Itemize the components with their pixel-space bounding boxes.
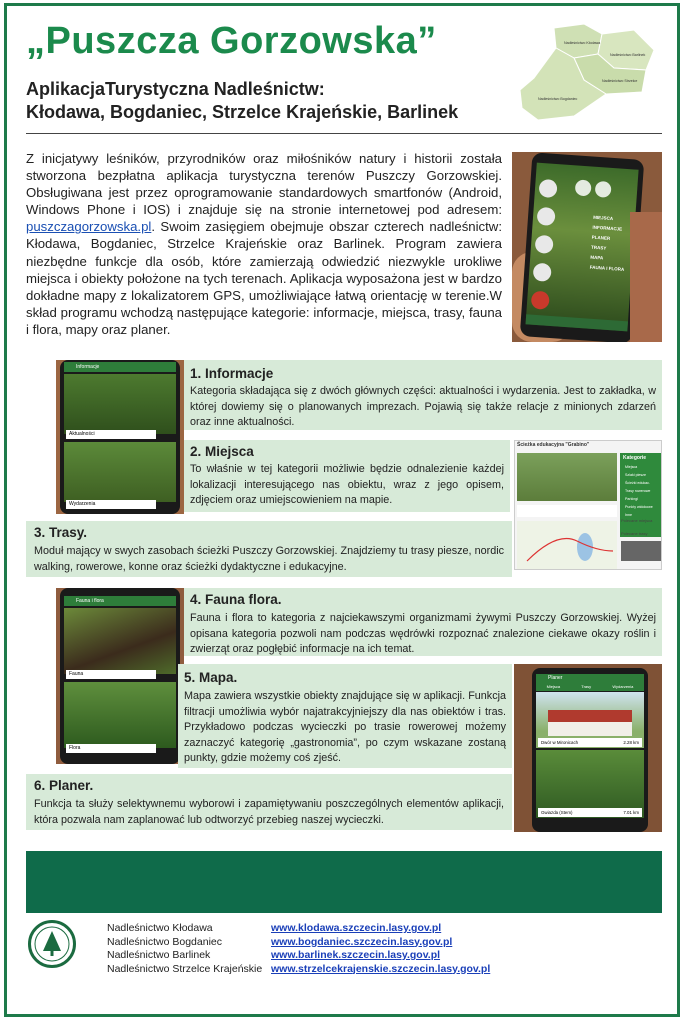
subtitle-line-1: AplikacjaTurystyczna Nadleśnictw: xyxy=(26,79,325,99)
map-label-4: Nadleśnictwo Bogdaniec xyxy=(538,97,578,101)
footer-link[interactable]: www.bogdaniec.szczecin.lasy.gov.pl xyxy=(271,935,453,948)
phone-bottom-bar xyxy=(526,314,628,331)
phone-info xyxy=(60,360,180,514)
place-category-item[interactable]: Miejsca xyxy=(625,465,638,469)
place-caption xyxy=(517,505,617,517)
phone-planer xyxy=(532,668,648,832)
location-icon[interactable] xyxy=(595,181,612,198)
section-text: Mapa zawiera wszystkie obiekty znajdujące się w aplikacji. Funkcja filtracji umożliwia wybór najatrakcyjniejszy dla nas obiektów i tras. Przykładowo podczas wycieczki po trasie rowerowej możemy zaznaczyć kategorię „gastronomia”, po czym wskazane zostaną punkty, gdzie możemy coś zjeść. xyxy=(184,690,506,764)
phone-fauna-image-2 xyxy=(64,682,176,748)
phone-info-header: Informacje xyxy=(64,362,176,372)
hand-right xyxy=(630,212,662,342)
section-title: 3. Trasy. xyxy=(34,525,88,540)
subtitle-line-2: Kłodawa, Bogdaniec, Strzelce Krajeńskie, Barlinek xyxy=(26,102,459,122)
section-fauna-flora xyxy=(184,588,662,656)
photo-main-phone xyxy=(512,152,662,342)
menu-circle-3[interactable] xyxy=(535,235,554,254)
header-rule xyxy=(26,133,662,134)
phone-planer-item-1[interactable] xyxy=(538,738,642,747)
place-category-item[interactable]: Punkty widokowe xyxy=(625,505,653,509)
footer-name: Nadleśnictwo Strzelce Krajeńskie xyxy=(107,962,263,975)
menu-circle-1[interactable] xyxy=(538,179,557,198)
place-category-item[interactable]: Parkingi xyxy=(625,497,638,501)
place-category-item[interactable]: Szlaki piesze xyxy=(625,473,646,477)
phone-fauna-label-2[interactable]: Flora xyxy=(66,744,156,753)
place-recommended-places: Polecane miejsca xyxy=(621,518,653,523)
photo-info-phone xyxy=(56,360,184,514)
place-screenshot xyxy=(514,440,662,570)
section-miejsca xyxy=(184,440,510,512)
section-title: 2. Miejsca xyxy=(190,444,254,459)
footer-name: Nadleśnictwo Bogdaniec xyxy=(107,935,222,948)
footer-names xyxy=(107,922,262,976)
footer-links xyxy=(271,922,490,976)
map-label-1: Nadleśnictwo Kłodawa xyxy=(564,41,601,45)
intro-text-1: Z inicjatywy leśników, przyrodników oraz miłośników natury i historii została stworzona bezpłatna aplikacja turystyczna terenów Puszczy Gorzowskiej. Obsługiwana jest przez oprogramowanie standardowych smartfonów (Android, Windows Phone i IOS) i znajduje się na stronie internetowej pod adresem: xyxy=(26,151,502,218)
section-text: Fauna i flora to kategoria z najciekawszymi organizmami żywymi Puszczy Gorzowskiej. Wyżej opisana kategoria pozwoli nam podczas wędrówki rozpoznać znalezione ciekawe okazy roślin i zwierząt oraz pogłębić informacje na ich temat. xyxy=(190,612,656,655)
tab-miejsca[interactable]: Miejsca xyxy=(546,684,561,689)
footer-link[interactable]: www.strzelcekrajenskie.szczecin.lasy.gov.pl xyxy=(271,962,491,975)
place-title: Ścieżka edukacyjna "Grabino" xyxy=(517,442,590,448)
tab-wydarzenia[interactable]: Wydarzenia xyxy=(612,684,634,689)
photo-fauna-phone xyxy=(56,588,184,764)
section-title: 1. Informacje xyxy=(190,366,274,381)
phone-menu-item[interactable]: PLANER xyxy=(591,234,611,241)
intro-text-2: . Swoim zasięgiem obejmuje obszar czterech nadleśnictw: Kłodawa, Bogdaniec, Strzelce Krajeńskie oraz Barlinek. Program zawiera niezbędne funkcje dla osób, które zamierzają odwiedzić niezwykle urokliwe miejsca i obiekty położone na tych terenach. Aplikacja wyposażona jest w bardzo dokładne mapy z lokalizatorem GPS, umożliwiające łatwą orientację w terenie.W skład programu wchodzą następujące kategorie: informacje, miejsca, trasy, fauna i flora, mapy oraz planer. xyxy=(26,219,502,337)
phone-fauna-image-1 xyxy=(64,608,176,674)
place-category-item[interactable]: Inne xyxy=(625,513,632,517)
menu-circle-2[interactable] xyxy=(537,207,556,226)
poster-subtitle xyxy=(26,78,458,124)
planer-item-distance: 2.28 km xyxy=(623,740,639,745)
section-title: 6. Planer. xyxy=(34,778,94,793)
planer-item-distance: 7.01 km xyxy=(623,810,639,815)
planer-item-name: Dwór w Mironicach xyxy=(541,740,579,745)
place-category-item[interactable]: Trasy rowerowe xyxy=(625,489,651,493)
planer-item-name: Gwiazda (Stem) xyxy=(541,810,573,815)
lasy-panstwowe-logo xyxy=(28,920,76,968)
logo-tree-icon xyxy=(31,923,73,965)
section-mapa xyxy=(178,664,512,768)
phone-info-image-1 xyxy=(64,374,176,434)
intro-paragraph xyxy=(26,150,502,338)
menu-circle-4[interactable] xyxy=(533,263,552,282)
section-trasy xyxy=(26,521,512,577)
phone-info-label-1[interactable]: Aktualności xyxy=(66,430,156,439)
place-category-list xyxy=(620,463,662,519)
website-link[interactable]: puszczagorzowska.pl xyxy=(26,219,152,235)
phone-planer-tabs xyxy=(536,683,644,691)
phone-menu-item[interactable]: MAPA xyxy=(590,254,604,261)
tab-trasy[interactable]: Trasy xyxy=(581,684,592,689)
section-text: Kategoria składająca się z dwóch głównych części: aktualności i wydarzenia. Jest to zakładka, w której dowiemy się o planowanych imprezach. Pojawią się także relacje z minionych zdarzeń oraz inne aktualności. xyxy=(190,385,656,428)
phone-menu-item[interactable]: INFORMACJE xyxy=(592,224,623,232)
phone-fauna-label-1[interactable]: Fauna xyxy=(66,670,156,679)
phone-info-image-2 xyxy=(64,442,176,502)
section-title: 4. Fauna flora. xyxy=(190,592,282,607)
place-recommended-trails: Polecane trasy xyxy=(621,531,648,536)
place-map xyxy=(517,521,617,569)
place-category-item[interactable]: Ścieżki edukac. xyxy=(625,481,650,485)
phone-menu-item[interactable]: MIEJSCA xyxy=(593,214,614,222)
section-text: Funkcja ta służy selektywnemu wyborowi i zapamiętywaniu poszczególnych elementów aplikacji, która pozwala nam zaplanować lub odtworzyć przebieg naszej wycieczki. xyxy=(34,798,504,826)
place-category-title: Kategorie xyxy=(623,455,647,461)
map-label-3: Nadleśnictwo Strzelce xyxy=(602,79,638,83)
phone-menu-item[interactable]: TRASY xyxy=(590,244,607,251)
section-text: Moduł mający w swych zasobach ścieżki Puszczy Gorzowskiej. Znajdziemy tu trasy piesze, nordic walking, rowerowe, konne oraz ścieżki dydaktyczne i edukacyjne. xyxy=(34,545,504,573)
phone-screen xyxy=(526,163,639,332)
phone-menu-list xyxy=(589,213,628,275)
footer-name: Nadleśnictwo Barlinek xyxy=(107,949,211,961)
manor-wall xyxy=(548,722,632,736)
footer-name: Nadleśnictwo Kłodawa xyxy=(107,922,213,934)
phone-info-label-2[interactable]: Wydarzenia xyxy=(66,500,156,509)
footer-link[interactable]: www.barlinek.szczecin.lasy.gov.pl xyxy=(271,949,441,961)
footer-bar xyxy=(26,851,662,913)
photo-planer-phone xyxy=(514,664,662,832)
place-category-panel xyxy=(620,453,662,537)
place-thumbnail xyxy=(621,541,661,561)
footer-link[interactable]: www.klodawa.szczecin.lasy.gov.pl xyxy=(271,922,442,934)
section-title: 5. Mapa. xyxy=(184,670,238,685)
section-text: To właśnie w tej kategorii możliwie będzie odnalezienie każdej lokalizacji interesującego nas obiektu, wraz z jego opisem, zdjęciem oraz umiejscowieniem na mapie. xyxy=(190,463,504,506)
phone-fauna-header: Fauna i flora xyxy=(64,596,176,606)
map-label-2: Nadleśnictwo Barlinek xyxy=(610,53,646,57)
section-planer xyxy=(26,774,512,830)
phone-menu-item[interactable]: FAUNA I FLORA xyxy=(589,264,625,272)
phone-fauna xyxy=(60,588,180,764)
phone-main xyxy=(520,152,645,342)
compass-icon[interactable] xyxy=(575,179,592,196)
place-photo xyxy=(517,453,617,501)
poster-title: „Puszcza Gorzowska” xyxy=(26,20,437,62)
phone-planer-item-2[interactable] xyxy=(538,808,642,817)
section-informacje xyxy=(184,360,662,430)
region-map xyxy=(514,20,662,128)
phone-planer-header: Planer xyxy=(536,674,644,683)
menu-circle-5[interactable] xyxy=(531,291,550,310)
